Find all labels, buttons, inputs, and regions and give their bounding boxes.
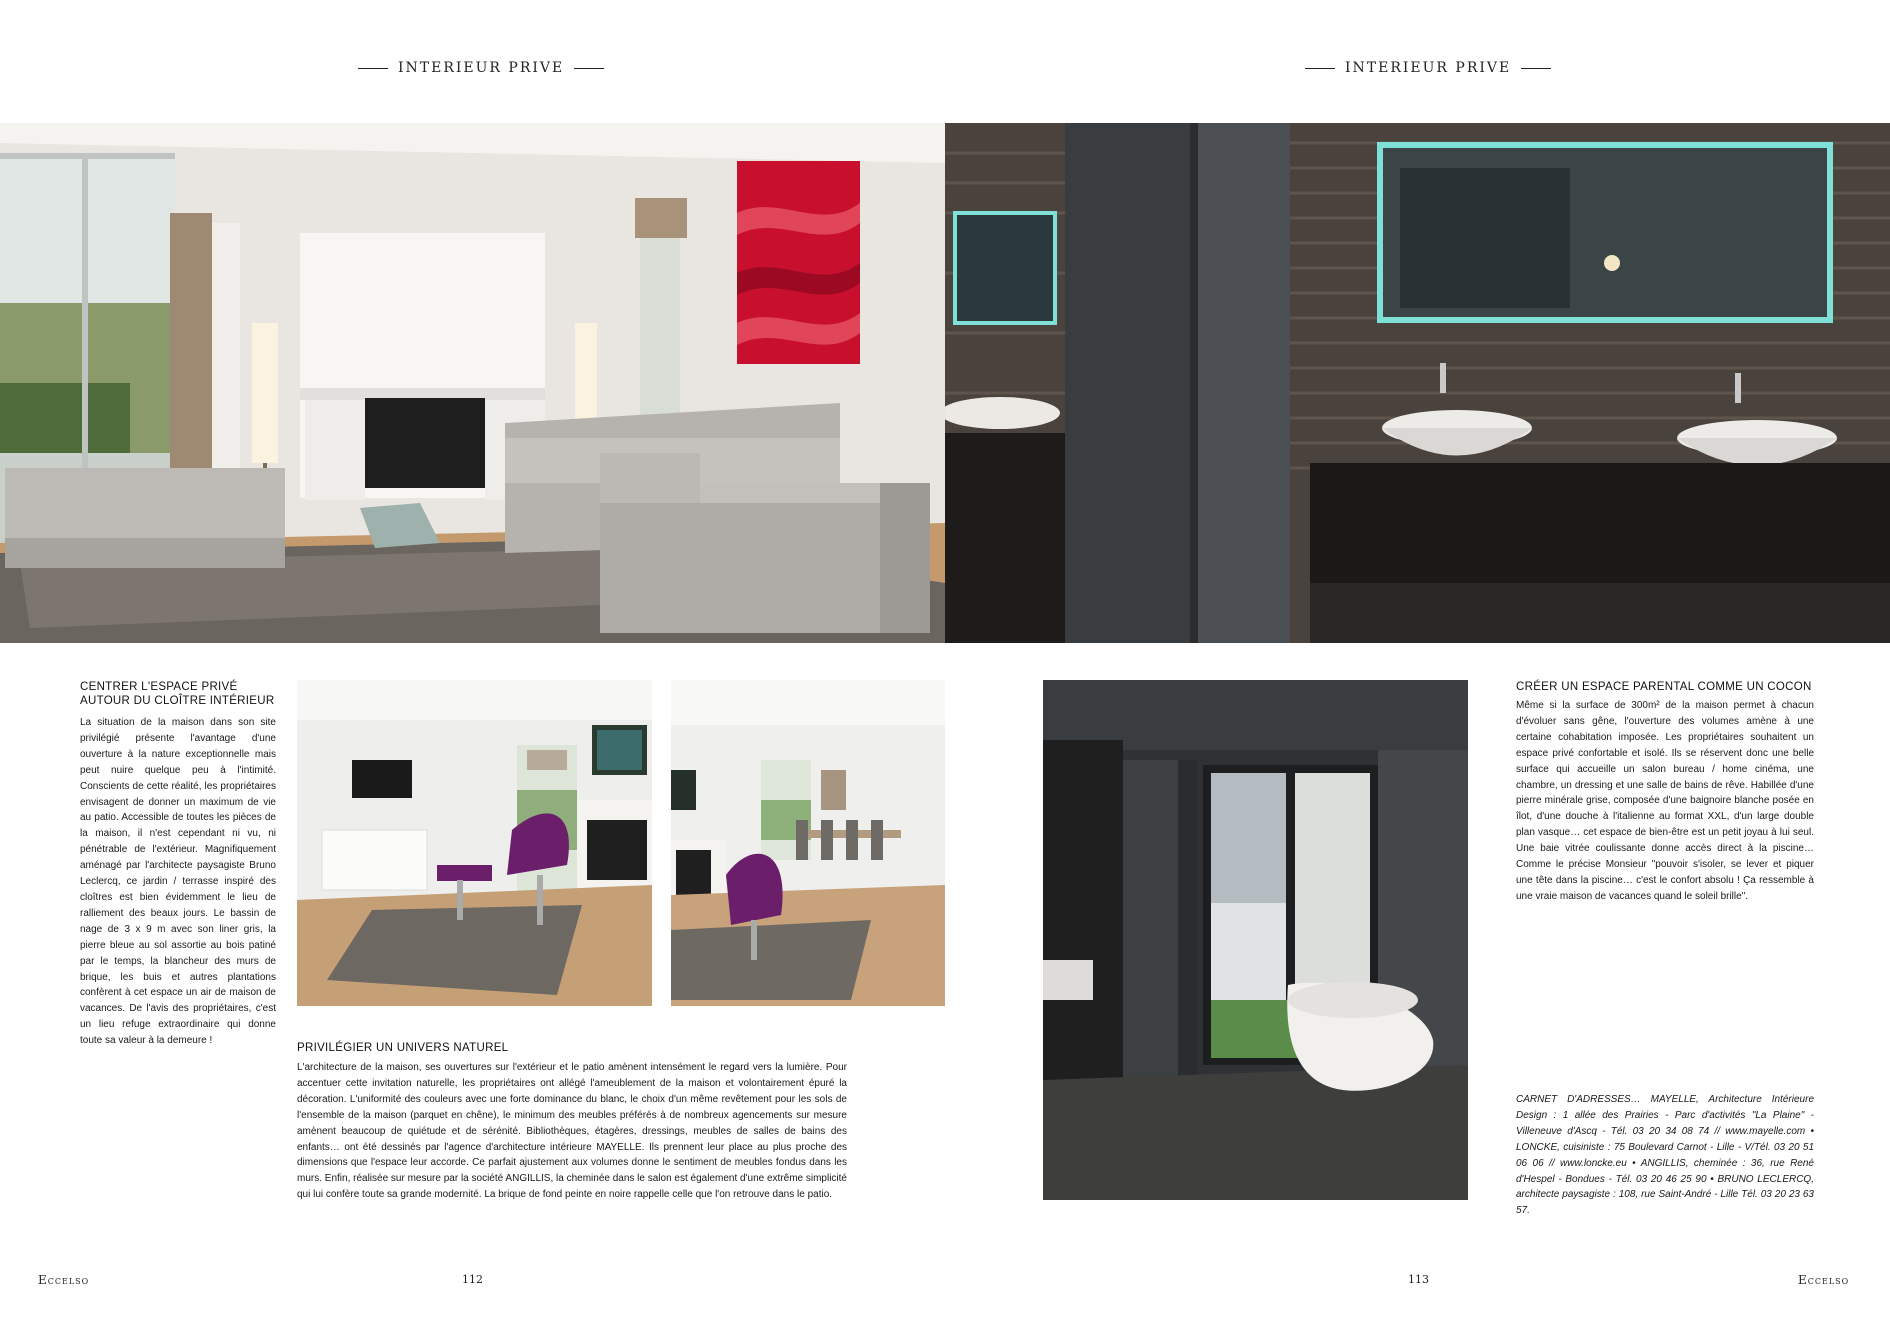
section-heading-cocon: CRÉER UN ESPACE PARENTAL COMME UN COCON (1516, 681, 1812, 693)
body-text-naturel: L'architecture de la maison, ses ouvertures sur l'extérieur et le patio amènent intensément le regard vers la lumière. Pour accentuer cette invitation naturelle, les propriétaires ont allégé l'ameublement de la maison et volontairement épuré la décoration. L'uniformité des couleurs avec une forte dominance du blanc, le choix d'un même revêtement pour les sols de l'ensemble de la maison (parquet en chêne), le minimum des meubles préférés à de nombreux agencements sur mesure amènent beaucoup de quiétude et de sérénité. Bibliothèques, étagères, dressings, meubles de salles de bains des enfants… ont été dessinés par l'agence d'architecture intérieure MAYELLE. Ils prennent leur place au plus proche des dimensions que l'espace leur accorde. Ce parfait ajustement aux volumes donne le sentiment de meubles fondus dans les murs. Enfin, réalisée sur mesure par la société ANGILLIS, la cheminée dans le salon est également d'une extrême simplicité qui lui confère toute sa grande modernité. La brique de fond peinte en noire rappelle celle que l'on retrouve dans le patio. (297, 1062, 847, 1201)
rule-left-b (574, 68, 604, 69)
running-head-right (1295, 58, 1561, 78)
page-number-right: 113 (1408, 1273, 1429, 1286)
section-heading-naturel: PRIVILÉGIER UN UNIVERS NATUREL (297, 1042, 509, 1054)
running-head-right-text: INTERIEUR PRIVE (1345, 60, 1512, 76)
dining-view-photo (671, 680, 945, 1006)
section-heading-cloitre (80, 680, 290, 708)
rule-right-a (1305, 68, 1335, 69)
brand-left: Eccelso (38, 1273, 90, 1287)
rule-left-a (358, 68, 388, 69)
running-head-left (348, 58, 614, 78)
running-head-left-text: INTERIEUR PRIVE (398, 60, 565, 76)
living-room-photo (0, 123, 945, 643)
body-text-cloitre: La situation de la maison dans son site privilégié présente l'avantage d'une ouverture à la nature exceptionnelle mais peut nuire quelque peu à l'intimité. Conscients de cette réalité, les propriétaires envisagent de donner un maximum de vie au patio. Accessible de toutes les pièces de la maison, il n'est cependant ni vu, ni pénétrable de l'extérieur. Magnifiquement aménagé par l'architecte paysagiste Bruno Leclercq, ce jardin / terrasse inspiré des cloîtres est bien évidemment le lieu de ralliement des beaux jours. Le bassin de nage de 3 x 9 m avec son liner gris, la pierre bleue au sol assortie au bois patiné par le temps, la blancheur des murs de brique, les buis et autres plantations confèrent à cet espace un air de maison de vacances. De l'avis des propriétaires, c'est un lieu refuge extraordinaire qui donne toute sa valeur à la demeure ! (80, 717, 276, 1047)
rule-right-b (1521, 68, 1551, 69)
section-heading-cloitre-line2: AUTOUR DU CLOÎTRE INTÉRIEUR (80, 695, 275, 707)
section-heading-cloitre-line1: CENTRER L'ESPACE PRIVÉ (80, 681, 238, 693)
bathroom-photo (945, 123, 1890, 643)
bathtub-room-photo (1043, 680, 1468, 1200)
address-book-text: CARNET D'ADRESSES… MAYELLE, Architecture Intérieure Design : 1 allée des Prairies - Parc d'activités "La Plaine" - Villeneuve d'Ascq - Tél. 03 20 34 08 74 // www.mayelle.com • LONCKE, cuisiniste : 75 Boulevard Carnot - Lille - V/Tél. 03 20 51 06 06 // www.loncke.eu • ANGILLIS, cheminée : 36, rue René d'Hespel - Bondues - Tél. 03 20 46 25 90 • BRUNO LECLERCQ, architecte paysagiste : 108, rue Saint-André - Lille Tél. 03 20 23 63 57. (1516, 1094, 1814, 1217)
sitting-room-photo (297, 680, 652, 1006)
body-text-cocon: Même si la surface de 300m² de la maison permet à chacun d'évoluer sans gêne, l'ouverture des volumes amène à une certaine cohabitation imposée. Les propriétaires souhaitent un espace privé confortable et isolé. Ils se réservent donc une belle surface qui accueille un salon bureau / home cinéma, une chambre, un dressing et une salle de bains de rêve. Habillée d'une pierre minérale grise, composée d'une baignoire blanche posée en îlot, d'une douche à l'italienne au format XXL, d'un large double plan vasque… cet espace de bien-être est un petit joyau à lui seul. Une baie vitrée coulissante donne accès direct à la piscine… Comme le précise Monsieur "pouvoir s'isoler, se lever et piquer une tête dans la piscine… c'est le confort absolu ! Ça ressemble à une vraie maison de vacances quand le soleil brille". (1516, 700, 1814, 902)
page-number-left: 112 (462, 1273, 483, 1286)
brand-right: Eccelso (1798, 1273, 1850, 1287)
